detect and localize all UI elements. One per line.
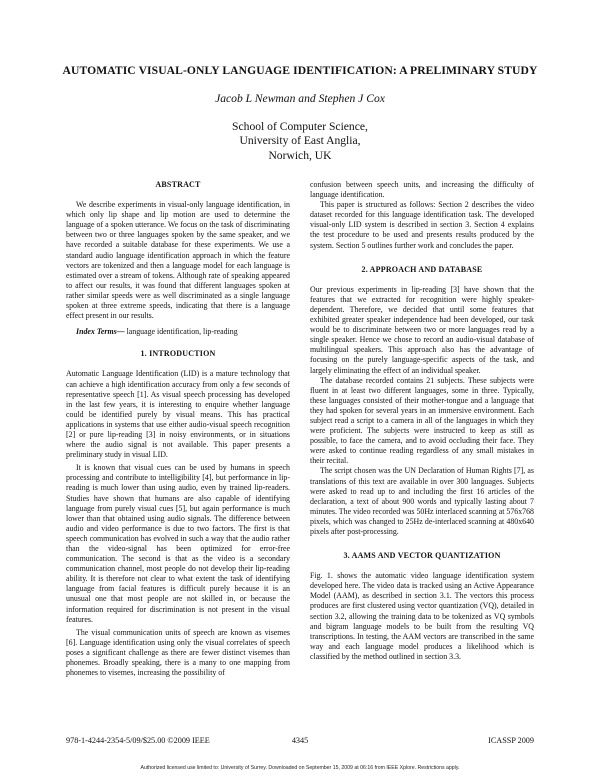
section3-heading: 3. AAMS AND VECTOR QUANTIZATION <box>343 551 501 561</box>
paper-title: AUTOMATIC VISUAL-ONLY LANGUAGE IDENTIFICATION: A PRELIMINARY STUDY <box>62 64 538 77</box>
affiliation-line: Norwich, UK <box>268 148 332 162</box>
abstract-text: We describe experiments in visual-only language identification, in which only lip shape and lip motion are used to determine the language of a spoken utterance. We focus on the task of discriminating between two or three languages spoken by the same speaker, and we have recorded a suitable database for these experiments. We use a standard audio language identification approach in which the feature vectors are tokenized and then a language model for each language is estimated over a stream of tokens. Although rate of speaking appeared to affect our results, it was found that different languages spoken at rather similar speeds were as well discriminated as a single language spoken at three extreme speeds, indicating that there is a language effect present in our results. <box>66 200 290 321</box>
structure-paragraph: This paper is structured as follows: Section 2 describes the video dataset recorded for this language identification task. The developed visual-only LID system is described in section 3. Section 4 explains the test procedure to be used and presents results produced by the system. Section 5 outlines further work and concludes the paper. <box>310 200 534 250</box>
index-terms-label: Index Terms— <box>76 327 125 337</box>
right-column <box>310 180 534 662</box>
affiliation-block <box>0 120 600 163</box>
intro-heading: 1. INTRODUCTION <box>140 349 216 359</box>
intro-paragraph: It is known that visual cues can be used by humans in speech processing and contribute to intelligibility [4], but performance in lip-reading is much lower than using audio, even by trained lip-readers. Studies have shown that humans are also capable of identifying language from purely visual cues [5], but again performance is much lower than that obtained using audio signals. The difference between audio and video performance is due to two factors. The first is that speech communication has evolved in such a way that the audio rather than the video-signal has been optimized for error-free communication. The second is that as the video is a secondary communication channel, most people do not develop their lip-reading ability. It is therefore not clear to what extent the task of identifying language from facial features is difficult purely because it is an unusual one that most people are not skilled in, or because the information required for discrimination is not present in the visual features. <box>66 463 290 624</box>
right-continuation: confusion between speech units, and increasing the difficulty of language identification. <box>310 180 534 200</box>
paper-authors: Jacob L Newman and Stephen J Cox <box>215 92 385 105</box>
intro-paragraph: The visual communication units of speech are known as visemes [6]. Language identification using only the visual correlates of speech poses a significant challenge as there are fewer distinct visemes than phonemes. Broadly speaking, there is a many to one mapping from phonemes to visemes, increasing the possibility of <box>66 627 290 678</box>
section2-paragraph: The script chosen was the UN Declaration of Human Rights [7], as translations of this text are available in over 300 languages. Subjects were asked to read up to and including the first 16 articles of the declaration, a text of about 900 words and typically lasting about 7 minutes. The video recorded was 50Hz interlaced scanning at 576x768 pixels, which was changed to 25Hz de-interlaced scanning at 480x640 pixels after post-processing. <box>310 466 534 536</box>
section2-paragraph: Our previous experiments in lip-reading [3] have shown that the features that we extracted for recognition were highly speaker-dependent. Therefore, we decided that until some features that exhibited greater speaker independence had been developed, our task would be to discriminate between two or more languages read by a single speaker. Hence we chose to record an audio-visual database of multilingual speakers. This approach also has the advantage of focusing on the purely language-specific aspects of the task, and largely eliminating the effect of an individual speaker. <box>310 284 534 375</box>
section2-heading: 2. APPROACH AND DATABASE <box>361 264 483 274</box>
footer-isbn: 978-1-4244-2354-5/09/$25.00 ©2009 IEEE <box>66 736 210 745</box>
index-terms <box>66 327 290 337</box>
affiliation-line: School of Computer Science, <box>232 120 368 133</box>
affiliation-line: University of East Anglia, <box>239 134 361 148</box>
section3-paragraph: Fig. 1. shows the automatic video language identification system developed here. The video data is tracked using an Active Appearance Model (AAM), as described in section 3.1. The vectors this process produces are first clustered using vector quantization (VQ), detailed in section 3.2, allowing the training data to be tokenized as VQ symbols and bigram language models to be built from the resulting VQ transcriptions. In testing, the AAM vectors are transcribed in the same way and each language model produces a likelihood which is classified by the method outlined in section 3.3. <box>310 571 534 661</box>
footer-page-number: 4345 <box>291 736 309 745</box>
footer-venue: ICASSP 2009 <box>488 736 534 745</box>
authorization-note: Authorized licensed use limited to: University of Surrey. Downloaded on September 15, 2009 at 06:16 from IEEE Xplore. Restrictions apply. <box>140 765 460 771</box>
section2-paragraph: The database recorded contains 21 subjects. These subjects were fluent in at least two different languages, some in three. Typically, these languages consisted of their mother-tongue and a language that they had spoken for several years in an immersive environment. Each subject read a script to a camera in all of the languages in which they were proficient. The subjects were instructed to keep as still as possible, to face the camera, and to avoid occluding their face. They were asked to continue reading regardless of any small mistakes in their recital. <box>310 375 534 466</box>
left-column <box>66 180 290 678</box>
abstract-heading: ABSTRACT <box>155 180 201 189</box>
index-terms-text: language identification, lip-reading <box>124 327 238 337</box>
intro-paragraph: Automatic Language Identification (LID) is a mature technology that can achieve a high identification accuracy from only a few seconds of representative speech [1]. As visual speech processing has developed in the last few years, it is interesting to enquire whether language could be identified purely by visual means. This has practical applications in systems that use either audio-visual speech recognition [2] or pure lip-reading [3] in noisy environments, or in situations where the audio signal is not available. This paper presents a preliminary study in visual LID. <box>66 369 290 460</box>
